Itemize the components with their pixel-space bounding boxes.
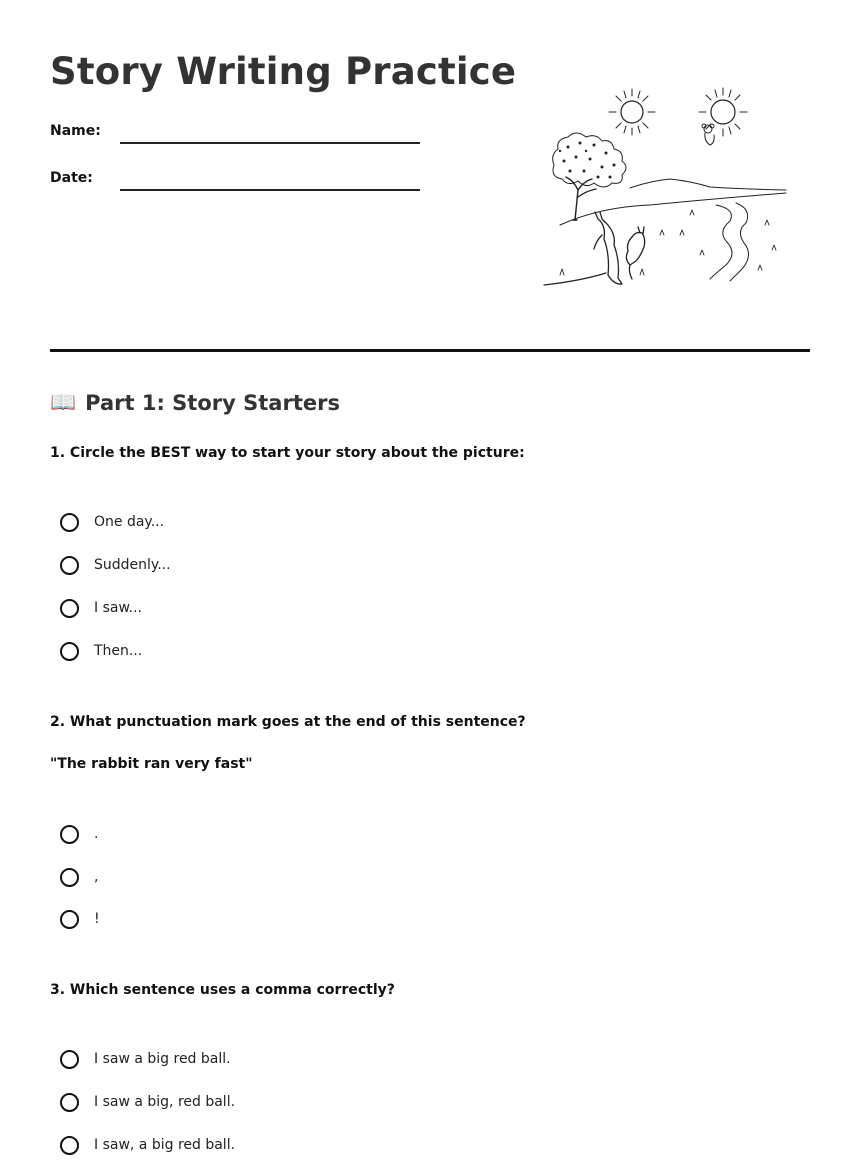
question-1-prompt: 1. Circle the BEST way to start your story about the picture:	[50, 445, 525, 461]
question-3-prompt: 3. Which sentence uses a comma correctly?	[50, 982, 395, 998]
question-2-sentence: "The rabbit ran very fast"	[50, 756, 253, 772]
option-label: I saw a big, red ball.	[94, 1094, 236, 1110]
question-2-prompt: 2. What punctuation mark goes at the end of this sentence?	[50, 714, 526, 730]
kangaroo-icon	[626, 227, 644, 279]
option-label: .	[94, 826, 99, 842]
option-label: Then...	[94, 643, 143, 659]
open-book-icon: 📖	[50, 390, 77, 414]
divider	[50, 349, 810, 352]
date-line[interactable]	[120, 189, 420, 191]
answer-circle[interactable]	[60, 868, 79, 887]
answer-circle[interactable]	[60, 825, 79, 844]
answer-circle[interactable]	[60, 1093, 79, 1112]
option-label: !	[94, 911, 100, 927]
river-icon	[710, 203, 749, 281]
worksheet-title: Story Writing Practice	[50, 50, 517, 93]
option-i-saw[interactable]	[60, 595, 142, 621]
tree-icon	[553, 133, 626, 220]
outback-landscape-illustration	[540, 85, 790, 295]
option-then[interactable]	[60, 638, 142, 664]
answer-circle[interactable]	[60, 642, 79, 661]
name-line[interactable]	[120, 142, 420, 144]
kangaroo-icon	[544, 212, 622, 285]
option-one-day[interactable]	[60, 509, 164, 535]
option-exclamation[interactable]	[60, 906, 100, 932]
option-comma[interactable]	[60, 864, 98, 890]
option-label: I saw...	[94, 600, 142, 616]
name-label: Name:	[50, 123, 101, 139]
answer-circle[interactable]	[60, 910, 79, 929]
option-label: ,	[94, 869, 99, 885]
option-label: I saw, a big red ball.	[94, 1137, 236, 1153]
option-suddenly[interactable]	[60, 552, 171, 578]
option-sentence-a[interactable]	[60, 1046, 231, 1072]
answer-circle[interactable]	[60, 556, 79, 575]
sun-icon	[609, 89, 655, 135]
option-label: One day...	[94, 514, 165, 530]
date-label: Date:	[50, 170, 93, 186]
option-label: Suddenly...	[94, 557, 171, 573]
sun-icon	[699, 88, 747, 145]
section-heading-part1	[50, 390, 340, 415]
answer-circle[interactable]	[60, 1050, 79, 1069]
option-period[interactable]	[60, 821, 98, 847]
option-label: I saw a big red ball.	[94, 1051, 231, 1067]
answer-circle[interactable]	[60, 513, 79, 532]
option-sentence-b[interactable]	[60, 1089, 235, 1115]
answer-circle[interactable]	[60, 1136, 79, 1155]
section-heading-text: Part 1: Story Starters	[85, 390, 340, 415]
answer-circle[interactable]	[60, 599, 79, 618]
option-sentence-c[interactable]	[60, 1132, 235, 1158]
